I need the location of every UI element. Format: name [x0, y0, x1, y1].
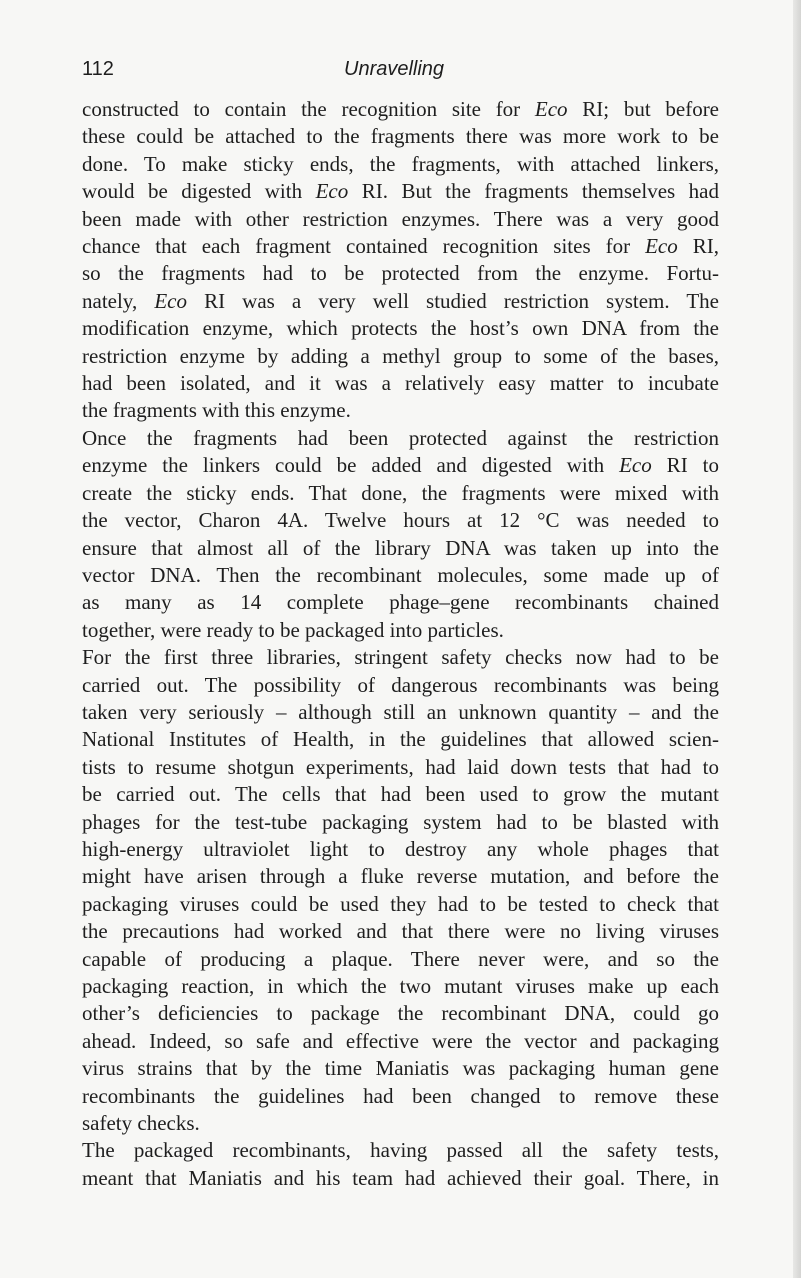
text-line	[82, 151, 719, 178]
paragraph	[82, 644, 719, 1137]
text-line	[82, 480, 719, 507]
italic-term: Eco	[315, 179, 349, 204]
page-number: 112	[82, 58, 114, 80]
text-line	[82, 397, 719, 424]
text-run: virus strains that by the time Maniatis was packaging human gene	[82, 1056, 719, 1081]
text-line	[82, 754, 719, 781]
italic-term: Eco	[534, 97, 568, 121]
text-line	[82, 1055, 719, 1082]
text-line	[82, 644, 719, 671]
text-line	[82, 343, 719, 370]
text-run: would be digested with	[82, 179, 316, 204]
text-run: be carried out. The cells that had been used to grow the mutant	[82, 782, 719, 807]
text-line	[82, 1137, 719, 1164]
text-run: RI; but before	[567, 97, 720, 121]
text-run: packaging reaction, in which the two mutant viruses make up each	[82, 974, 719, 998]
running-title: Unravelling	[344, 58, 445, 80]
text-run: packaging viruses could be used they had to be tested to check that	[82, 891, 719, 916]
paragraph	[82, 1137, 719, 1192]
text-run: modification enzyme, which protects the host’s own DNA from the	[82, 316, 719, 341]
text-run: taken very seriously – although still an unknown quantity – and the	[82, 699, 719, 724]
text-line	[82, 891, 719, 918]
text-line	[82, 425, 719, 452]
text-line	[82, 123, 719, 150]
text-run: RI to	[651, 453, 719, 478]
text-run: nately,	[82, 288, 155, 313]
text-line	[82, 699, 719, 726]
text-run: For the first three libraries, stringent safety checks now had to be	[82, 645, 719, 670]
text-run: ahead. Indeed, so safe and effective were the vector and packaging	[82, 1028, 719, 1053]
text-line	[82, 836, 719, 863]
text-run: RI,	[677, 234, 720, 259]
text-run: might have arisen through a fluke reverse mutation, and before the	[82, 864, 719, 889]
italic-term: Eco	[154, 288, 187, 313]
text-line	[82, 918, 719, 945]
text-line	[82, 863, 719, 890]
text-line	[82, 781, 719, 808]
text-run: National Institutes of Health, in the guidelines that allowed scien-	[82, 727, 719, 752]
text-run: as many as 14 complete phage–gene recombinants chained	[82, 590, 719, 615]
text-run: ensure that almost all of the library DNA was taken up into the	[82, 535, 719, 560]
text-run: the precautions had worked and that there were no living viruses	[82, 919, 719, 944]
text-run: RI was a very well studied restriction system. The	[186, 288, 719, 313]
text-run: The packaged recombinants, having passed all the safety tests,	[82, 1138, 719, 1163]
text-run: tists to resume shotgun experiments, had laid down tests that had to	[82, 754, 719, 779]
text-line	[82, 973, 719, 1000]
text-line	[82, 96, 719, 123]
italic-term: Eco	[645, 234, 678, 259]
text-run: RI. But the fragments themselves had	[348, 179, 719, 204]
text-line	[82, 370, 719, 397]
text-run: so the fragments had to be protected from the enzyme. Fortu-	[82, 261, 719, 286]
text-run: carried out. The possibility of dangerous recombinants was being	[82, 672, 719, 697]
text-run: enzyme the linkers could be added and digested with	[82, 453, 620, 478]
text-line	[82, 315, 719, 342]
paragraph	[82, 425, 719, 644]
text-run: restriction enzyme by adding a methyl group to some of the bases,	[82, 343, 719, 368]
text-run: had been isolated, and it was a relatively easy matter to incubate	[82, 371, 719, 396]
text-line	[82, 535, 719, 562]
text-line	[82, 809, 719, 836]
text-line	[82, 1000, 719, 1027]
text-run: meant that Maniatis and his team had achieved their goal. There, in	[82, 1165, 719, 1190]
text-run: constructed to contain the recognition site for	[82, 97, 535, 121]
text-line	[82, 178, 719, 205]
text-run: chance that each fragment contained recognition sites for	[82, 234, 646, 259]
text-line	[82, 726, 719, 753]
text-line	[82, 946, 719, 973]
body-text	[82, 96, 719, 1192]
page-edge-shadow	[793, 0, 801, 1278]
text-line	[82, 507, 719, 534]
italic-term: Eco	[619, 453, 652, 478]
text-run: vector DNA. Then the recombinant molecules, some made up of	[82, 562, 719, 587]
text-line	[82, 1083, 719, 1110]
text-line	[82, 260, 719, 287]
text-line	[82, 452, 719, 479]
text-run: been made with other restriction enzymes. There was a very good	[82, 206, 719, 231]
text-run: the vector, Charon 4A. Twelve hours at 12 °C was needed to	[82, 508, 719, 533]
text-line	[82, 672, 719, 699]
text-line	[82, 288, 719, 315]
text-line	[82, 589, 719, 616]
text-run: other’s deficiencies to package the recombinant DNA, could go	[82, 1001, 719, 1026]
text-line	[82, 233, 719, 260]
text-run: done. To make sticky ends, the fragments, with attached linkers,	[82, 151, 719, 176]
text-line	[82, 617, 719, 644]
text-run: together, were ready to be packaged into particles.	[82, 617, 504, 642]
text-line	[82, 1028, 719, 1055]
text-run: phages for the test-tube packaging system had to be blasted with	[82, 809, 719, 834]
text-line	[82, 206, 719, 233]
text-run: Once the fragments had been protected against the restriction	[82, 425, 719, 450]
text-run: create the sticky ends. That done, the fragments were mixed with	[82, 480, 719, 505]
page-header	[82, 58, 722, 88]
text-run: these could be attached to the fragments there was more work to be	[82, 124, 719, 149]
text-run: capable of producing a plaque. There never were, and so the	[82, 946, 719, 971]
text-line	[82, 1165, 719, 1192]
text-run: recombinants the guidelines had been changed to remove these	[82, 1083, 719, 1108]
paragraph	[82, 96, 719, 425]
text-run: safety checks.	[82, 1111, 200, 1136]
text-run: high-energy ultraviolet light to destroy any whole phages that	[82, 836, 719, 861]
text-run: the fragments with this enzyme.	[82, 398, 351, 423]
text-line	[82, 562, 719, 589]
text-line	[82, 1110, 719, 1137]
